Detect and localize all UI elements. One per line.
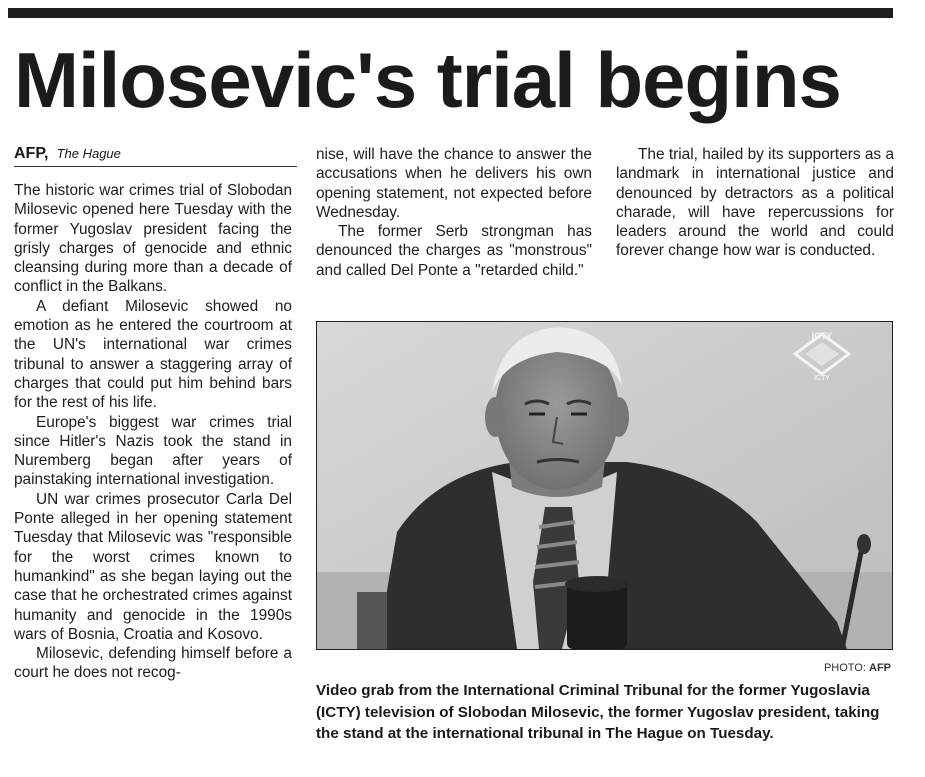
article-column-1 xyxy=(14,181,292,683)
byline-agency: AFP, xyxy=(14,145,49,162)
paragraph: Europe's biggest war crimes trial since Hitler's Nazis took the stand in Nuremberg began after years of painstaking international investigation. xyxy=(14,413,292,489)
byline-place: The Hague xyxy=(56,146,121,161)
paragraph: A defiant Milosevic showed no emotion as he entered the courtroom at the UN's international war crimes tribunal to answer a staggering array of charges that could put him behind bars for the rest of his life. xyxy=(14,297,292,412)
paragraph: The trial, hailed by its supporters as a landmark in international justice and denounced by detractors as a political charade, will have repercussions for leaders around the world and could forever change how war is conducted. xyxy=(616,146,894,260)
top-rule xyxy=(8,8,893,18)
logo-text: ICTY xyxy=(814,375,830,382)
logo-text: ICTY xyxy=(811,331,833,341)
news-photo xyxy=(316,321,893,650)
article-column-2 xyxy=(316,145,592,280)
paragraph: UN war crimes prosecutor Carla Del Ponte alleged in her opening statement Tuesday that Milosevic was "responsible for the worst crimes known to humankind" as she began laying out the case that he orchestrated crimes against humanity and genocide in the 1990s wars of Bosnia, Croatia and Kosovo. xyxy=(14,490,292,643)
article-column-3 xyxy=(616,145,894,261)
photo-credit-source: AFP xyxy=(869,662,891,674)
paragraph: Milosevic, defending himself before a court he does not recog- xyxy=(14,645,292,682)
photo-illustration xyxy=(317,322,892,649)
photo-caption: Video grab from the International Criminal Tribunal for the former Yugoslavia (ICTY) television of Slobodan Milosevic, the former Yugoslav president, taking the stand at the international tribunal in The Hague on Tuesday. xyxy=(316,682,880,742)
paragraph: The former Serb strongman has denounced the charges as "monstrous" and called Del Ponte a "retarded child." xyxy=(316,223,592,279)
headline: Milosevic's trial begins xyxy=(14,36,841,124)
photo-credit xyxy=(316,662,891,674)
paragraph: The historic war crimes trial of Slobodan Milosevic opened here Tuesday with the former Yugoslav president facing the grisly charges of genocide and ethnic cleansing during more than a decade of conflict in the Balkans. xyxy=(14,182,292,296)
paragraph: nise, will have the chance to answer the accusations when he delivers his own opening statement, not expected before Wednesday. xyxy=(316,146,592,221)
byline xyxy=(14,144,297,167)
photo-credit-label: PHOTO: xyxy=(823,662,866,674)
